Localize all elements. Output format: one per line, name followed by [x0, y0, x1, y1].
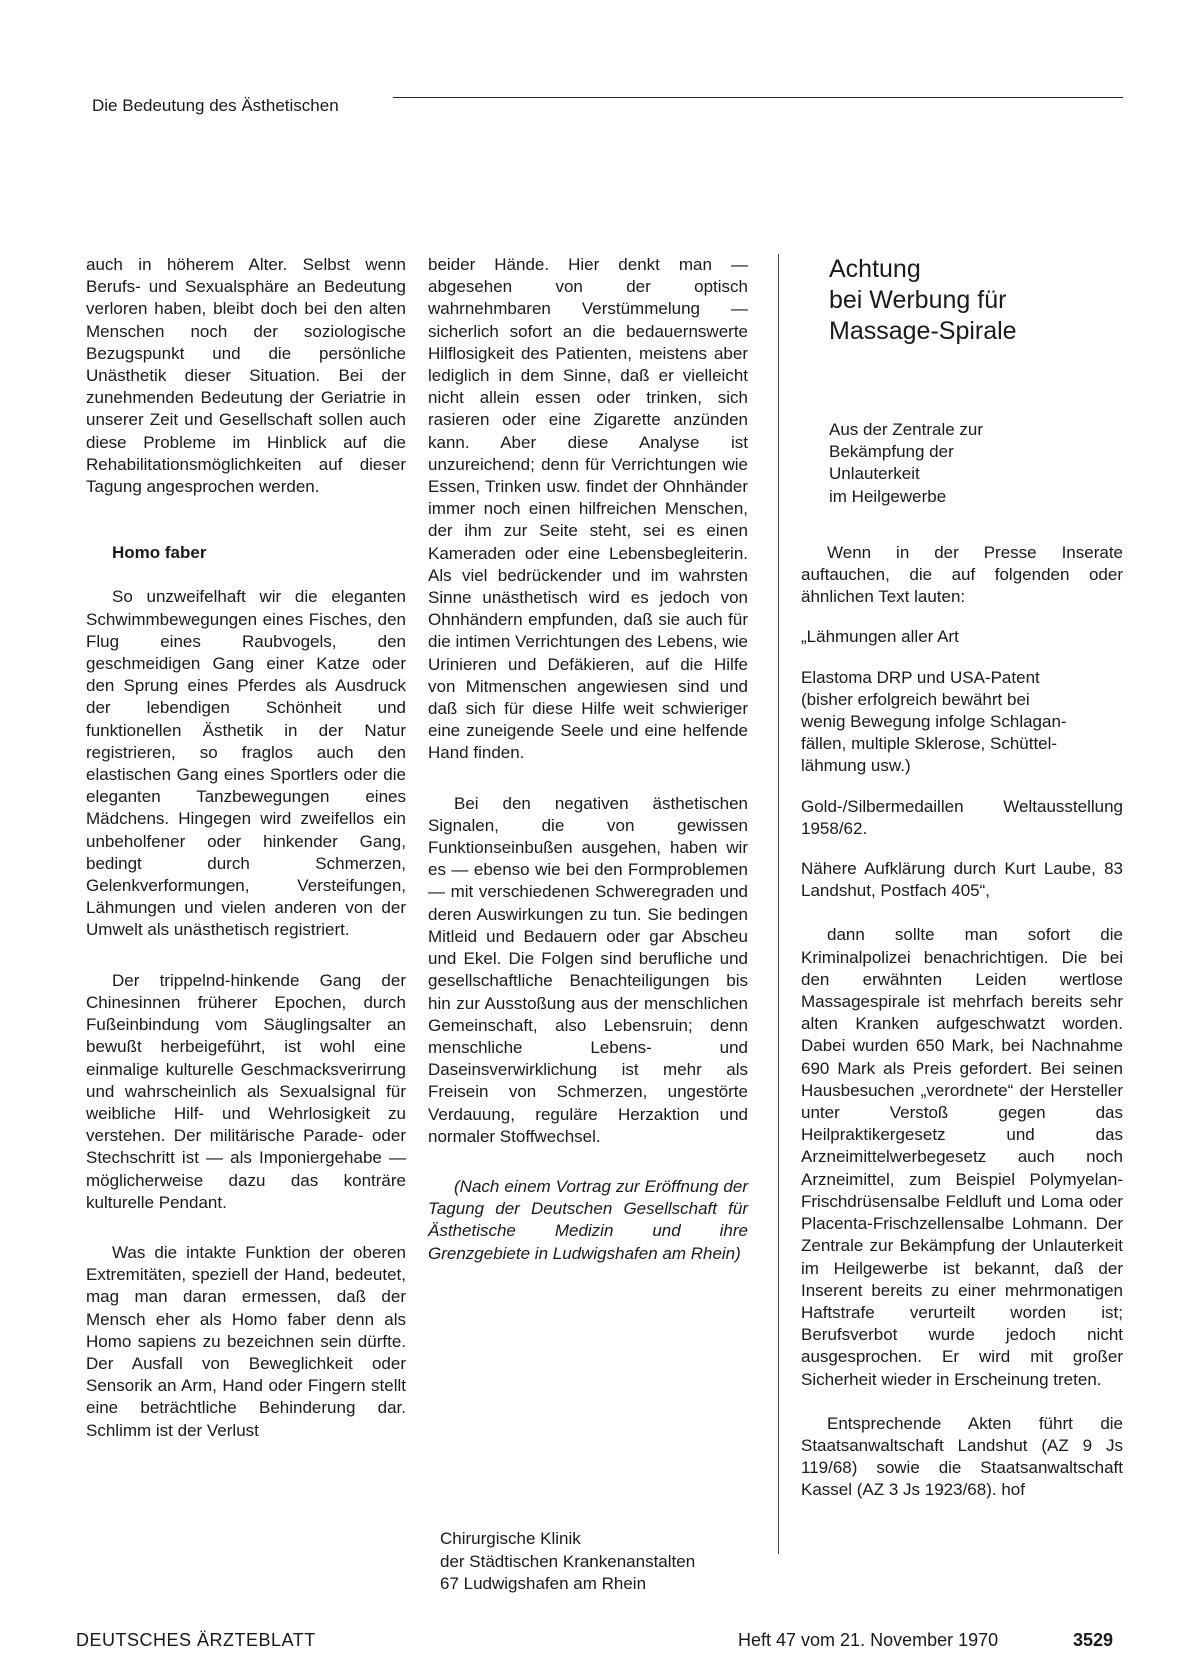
title-line: Achtung [829, 255, 921, 283]
author-address [440, 1528, 695, 1596]
address-line: der Städtischen Krankenanstalten [440, 1551, 696, 1571]
paragraph: So unzweifelhaft wir die eleganten Schwimmbewegungen eines Fisches, den Flug eines Raubvogels, den geschmeidigen Gang einer Katze oder den Sprung eines Pferdes als Ausdruck der lebendigen Schönheit und funktionellen Ästhetik in der Natur registrieren, so fraglos auch den elastischen Gang eines Sportlers oder die eleganten Tanzbewegungen eines Mädchens. Hingegen wird zweifellos ein unbeholfener oder hinkender Gang, bedingt durch Schmerzen, Gelenkverformungen, Versteifungen, Lähmungen und vielen anderen von der Umwelt als unästhetisch registriert. [86, 587, 406, 940]
column-2 [428, 254, 748, 1265]
section-heading: Homo faber [112, 543, 207, 563]
column-3-sidebar [801, 254, 1123, 1502]
paragraph: beider Hände. Hier denkt man — abgesehen von der optisch wahrnehmbaren Verstümmelung — sicherlich sofort an die bedauernswerte Hilflosigkeit des Patienten, meistens aber lediglich in dem Sinne, daß er vielleicht nicht allein essen oder trinken, sich rasieren oder eine Zigarette anzünden kann. Aber diese Analyse ist unzureichend; denn für Verrichtungen wie Essen, Trinken usw. findet der Ohnhänder immer noch einen hilfreichen Menschen, der ihm zur Seite steht, sei es einen Kameraden oder eine Lebensbegleiterin. Als viel bedrückender und im wahrsten Sinne unästhetisch wird es jedoch von Ohnhändern empfunden, daß sie auch für die intimen Verrichtungen des Lebens, wie Urinieren und Defäkieren, auf die Hilfe von Mitmenschen angewiesen sind und daß sich für diese Hilfe weit schwieriger eine zuneigende Seele und eine helfende Hand finden. [428, 255, 748, 763]
source-line: Unlauterkeit [829, 464, 920, 484]
quote-line: „Lähmungen aller Art [801, 627, 959, 647]
source-line: im Heilgewerbe [829, 486, 947, 506]
quote-block [801, 667, 1123, 778]
address-line: Chirurgische Klinik [440, 1529, 581, 1548]
quote-line: (bisher erfolgreich bewährt bei [801, 689, 1030, 709]
address-line: 67 Ludwigshafen am Rhein [440, 1574, 647, 1593]
column-1 [86, 254, 406, 1442]
issue-info: Heft 47 vom 21. November 1970 [738, 1630, 999, 1650]
paragraph: dann sollte man sofort die Kriminalpolizei benachrichtigen. Die bei den erwähnten Leiden wertlose Massagespirale ist mehrfach bereits sehr alten Kranken aufgeschwatzt worden. Dabei wurden 650 Mark, bei Nachnahme 690 Mark als Preis gefordert. Bei seinen Hausbesuchen „verordnete“ der Hersteller unter Verstoß gegen das Heilpraktikergesetz und das Arzneimittelwerbegesetz auch noch Arzneimittel, zum Beispiel Polymyelan-Frischdrüsensalbe Feldluft und Loma oder Placenta-Frischzellensalbe Lohmann. Der Zentrale zur Bekämpfung der Unlauterkeit im Heilgewerbe ist bekannt, daß der Inserent bereits zu einer mehrmonatigen Haftstrafe verurteilt worden ist; Berufsverbot wurde jedoch nicht ausgesprochen. Er wird mit großer Sicherheit wieder in Erscheinung treten. [801, 925, 1123, 1389]
quote-line: wenig Bewegung infolge Schlagan- [801, 712, 1067, 732]
sidebar-title [829, 254, 1123, 347]
title-line: bei Werbung für [829, 286, 1007, 314]
paragraph: Entsprechende Akten führt die Staatsanwaltschaft Landshut (AZ 9 Js 119/68) sowie die Staatsanwaltschaft Kassel (AZ 3 Js 1923/68). hof [801, 1413, 1123, 1500]
quote-line: Nähere Aufklärung durch Kurt Laube, 83 Landshut, Postfach 405“, [801, 859, 1123, 901]
header-rule [393, 97, 1123, 98]
journal-name: DEUTSCHES ÄRZTEBLATT [76, 1630, 316, 1650]
page-number: 3529 [1073, 1630, 1114, 1650]
quote-line: fällen, multiple Sklerose, Schüttel- [801, 734, 1058, 754]
quote-line: Gold-/Silbermedaillen Weltausstellung 1958/62. [801, 796, 1123, 838]
column-divider [778, 254, 779, 1554]
quote-line: lähmung usw.) [801, 756, 911, 776]
paragraph: Bei den negativen ästhetischen Signalen, die von gewissen Funktionseinbußen ausgehen, haben wir es — ebenso wie bei den Formproblemen — mit verschiedenen Schweregraden und deren Auswirkungen zu tun. Sie bedingen Mitleid und Bedauern oder gar Abscheu und Ekel. Die Folgen sind berufliche und gesellschaftliche Benachteiligungen bis hin zur Ausstoßung aus der menschlichen Gemeinschaft, also Lebensruin; denn menschliche Lebens- und Daseinsverwirklichung ist mehr als Freisein von Schmerzen, ungestörte Verdauung, reguläre Herzaktion und normaler Stoffwechsel. [428, 793, 748, 1146]
running-header: Die Bedeutung des Ästhetischen [92, 96, 339, 115]
paragraph: Der trippelnd-hinkende Gang der Chinesinnen früherer Epochen, durch Fußeinbindung vom Säuglingsalter an bewußt herbeigeführt, ist wohl eine einmalige kulturelle Geschmacksverirrung und wahrscheinlich als Sexualsignal für weibliche Hilf- und Wehrlosigkeit zu verstehen. Der militärische Parade- oder Stechschritt ist — als Imponiergehabe — möglicherweise dazu das konträre kulturelle Pendant. [86, 970, 406, 1212]
paragraph: Was die intakte Funktion der oberen Extremitäten, speziell der Hand, bedeutet, mag man daran ermessen, daß der Mensch eher als Homo faber denn als Homo sapiens zu bezeichnen sein dürfte. Der Ausfall von Beweglichkeit oder Sensorik an Arm, Hand oder Fingern stellt eine beträchtliche Behinderung dar. Schlimm ist der Verlust [86, 1242, 406, 1440]
lecture-note: (Nach einem Vortrag zur Eröffnung der Tagung der Deutschen Gesellschaft für Ästhetische Medizin und ihre Grenzgebiete in Ludwigshafen am Rhein) [428, 1176, 748, 1263]
paragraph: auch in höherem Alter. Selbst wenn Berufs- und Sexualsphäre an Bedeutung verloren haben, bleibt doch bei den alten Menschen noch der soziologische Bezugspunkt und die persönliche Unästhetik dieser Situation. Bei der zunehmenden Bedeutung der Geriatrie in unserer Zeit und Gesellschaft sollen auch diese Probleme im Hinblick auf die Rehabilitationsmöglichkeiten auf dieser Tagung angesprochen werden. [86, 255, 406, 497]
quote-line: Elastoma DRP und USA-Patent [801, 667, 1040, 687]
quoted-ad [801, 626, 1123, 902]
sidebar-source [829, 419, 1123, 508]
paragraph: Wenn in der Presse Inserate auftauchen, die auf folgenden oder ähnlichen Text lauten: [801, 542, 1123, 607]
source-line: Bekämpfung der [829, 442, 954, 462]
title-line: Massage-Spirale [829, 317, 1017, 345]
source-line: Aus der Zentrale zur [829, 420, 984, 439]
